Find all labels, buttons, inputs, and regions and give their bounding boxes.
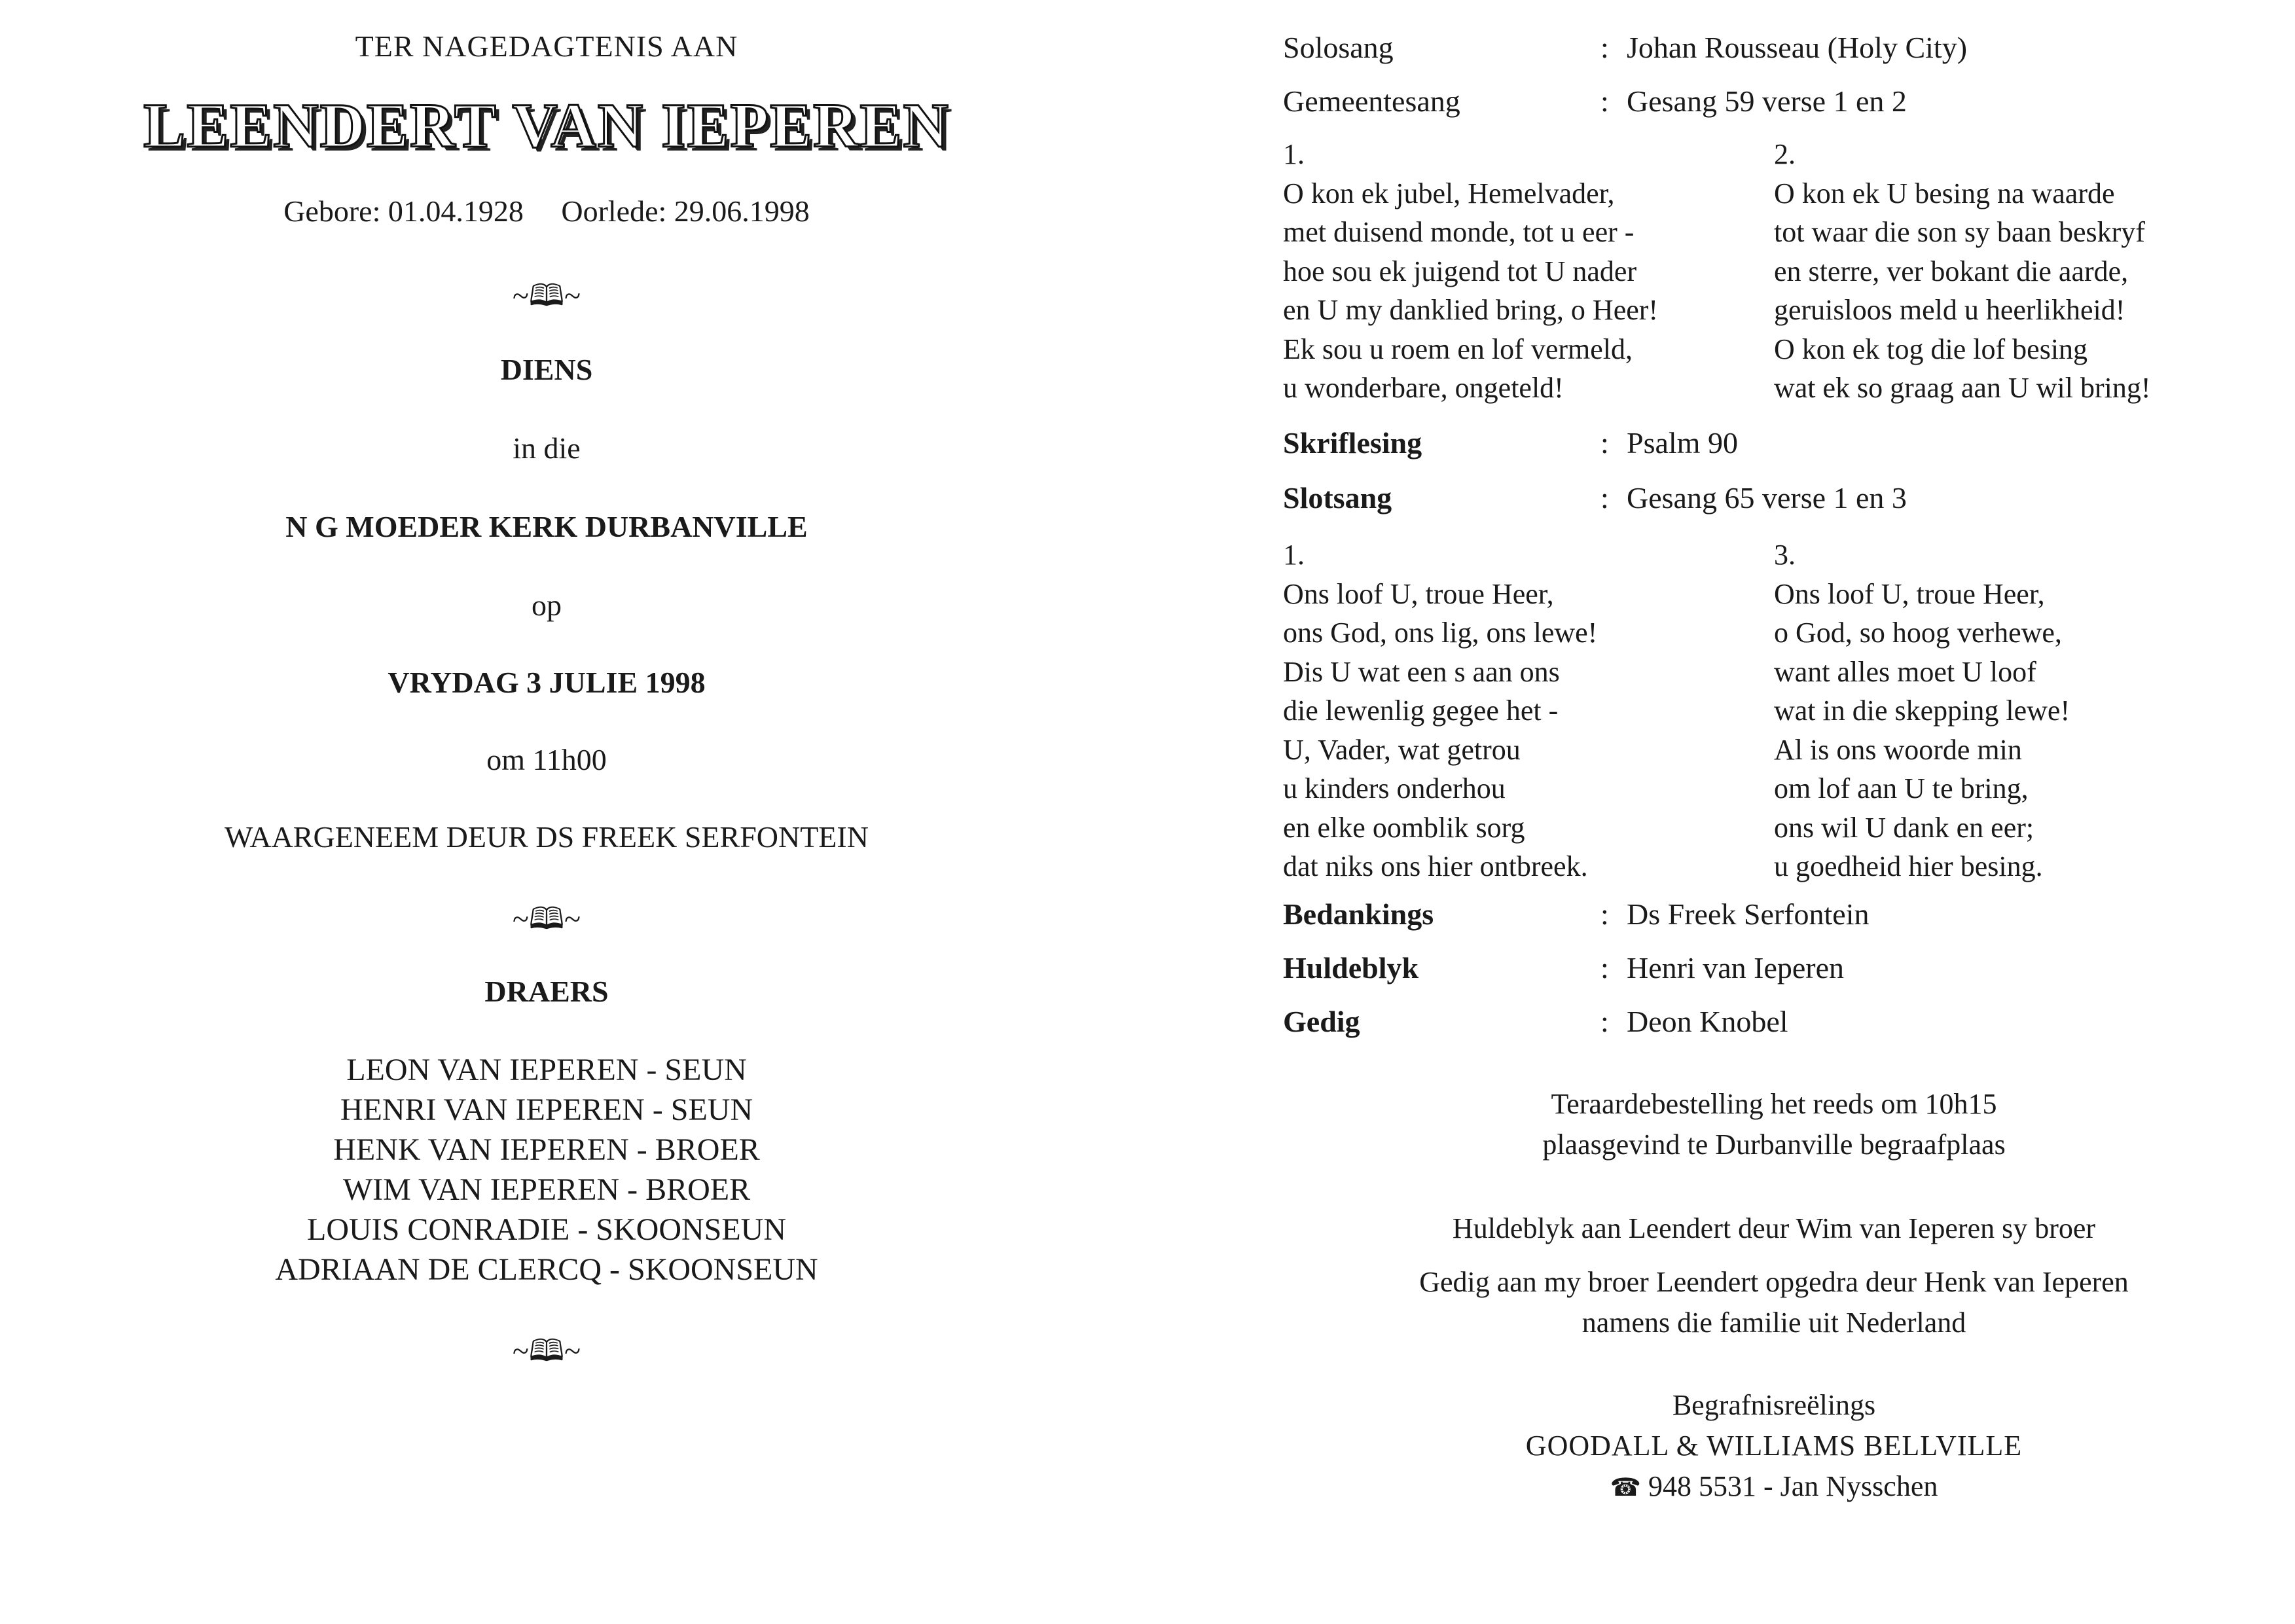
burial-line: plaasgevind te Durbanville begraafplaas: [1542, 1128, 2006, 1161]
died-date: 29.06.1998: [674, 194, 810, 228]
row-colon: :: [1600, 84, 1609, 118]
verse-number: 1.: [1283, 138, 1305, 170]
bearer-item: HENK VAN IEPEREN - BROER: [333, 1132, 760, 1167]
row-label: Solosang: [1283, 31, 1394, 64]
in-die-text: in die: [513, 431, 581, 465]
verse-number: 2.: [1774, 138, 1796, 170]
verse-line: U, Vader, wat getrou: [1283, 733, 1521, 766]
hymn1-verse1: [1283, 135, 1658, 408]
book-ornament-icon: ~🕮~: [512, 902, 581, 935]
poem-note: [1283, 1262, 2265, 1343]
undertaker-name: GOODALL & WILLIAMS BELLVILLE: [1525, 1430, 2023, 1462]
row-value: Ds Freek Serfontein: [1627, 897, 1870, 931]
right-page: [1283, 0, 2265, 1624]
row-label: Slotsang: [1283, 481, 1392, 514]
bearers-title: DRAERS: [484, 975, 609, 1008]
verse-line: want alles moet U loof: [1774, 655, 2036, 688]
died-label: Oorlede:: [561, 194, 667, 228]
verse-number: 1.: [1283, 539, 1305, 571]
verse-line: wat ek so graag aan U wil bring!: [1774, 372, 2151, 404]
row-colon: :: [1600, 31, 1609, 64]
church-name: N G MOEDER KERK DURBANVILLE: [285, 510, 808, 543]
verse-line: o God, so hoog verhewe,: [1774, 617, 2062, 649]
verse-line: u kinders onderhou: [1283, 772, 1506, 804]
row-label: Gemeentesang: [1283, 84, 1460, 118]
bearer-item: WIM VAN IEPEREN - BROER: [342, 1172, 751, 1207]
burial-note: [1283, 1084, 2265, 1165]
born-label: Gebore:: [283, 194, 381, 228]
verse-line: met duisend monde, tot u eer -: [1283, 216, 1635, 248]
row-colon: :: [1600, 897, 1609, 931]
poem-line: Gedig aan my broer Leendert opgedra deur Henk van Ieperen: [1419, 1266, 2129, 1298]
bearer-item: LEON VAN IEPEREN - SEUN: [346, 1053, 747, 1087]
row-label: Gedig: [1283, 1005, 1360, 1038]
born-date: 01.04.1928: [388, 194, 524, 228]
verse-line: Al is ons woorde min: [1774, 733, 2022, 766]
funeral-arrangements: [1283, 1385, 2265, 1507]
op-text: op: [532, 588, 562, 622]
tribute-note: Huldeblyk aan Leendert deur Wim van Ieperen sy broer: [1452, 1212, 2096, 1244]
verse-number: 3.: [1774, 539, 1796, 571]
row-value: Psalm 90: [1627, 426, 1738, 460]
row-colon: :: [1600, 951, 1609, 984]
verse-line: geruisloos meld u heerlikheid!: [1774, 294, 2125, 326]
verse-line: ons wil U dank en eer;: [1774, 811, 2034, 844]
verse-line: hoe sou ek juigend tot U nader: [1283, 255, 1637, 287]
hymn2-verse3: [1774, 535, 2070, 886]
poem-line: namens die familie uit Nederland: [1581, 1307, 1966, 1339]
arrangements-label: Begrafnisreëlings: [1672, 1389, 1876, 1421]
row-label: Bedankings: [1283, 897, 1434, 931]
bearer-item: HENRI VAN IEPEREN - SEUN: [340, 1092, 753, 1127]
row-value: Johan Rousseau (Holy City): [1627, 31, 1968, 64]
verse-line: Ons loof U, troue Heer,: [1283, 577, 1554, 610]
verse-line: ons God, ons lig, ons lewe!: [1283, 617, 1598, 649]
bearer-item: LOUIS CONRADIE - SKOONSEUN: [307, 1212, 786, 1247]
row-colon: :: [1600, 481, 1609, 514]
verse-line: om lof aan U te bring,: [1774, 772, 2029, 804]
verse-line: tot waar die son sy baan beskryf: [1774, 216, 2145, 248]
service-time: om 11h00: [486, 743, 607, 776]
row-value: Deon Knobel: [1627, 1005, 1788, 1038]
row-colon: :: [1600, 1005, 1609, 1038]
service-date: VRYDAG 3 JULIE 1998: [388, 666, 706, 699]
row-label: Huldeblyk: [1283, 951, 1419, 984]
service-label: DIENS: [500, 353, 593, 386]
verse-line: en elke oomblik sorg: [1283, 811, 1525, 844]
left-page: [0, 0, 1093, 1624]
row-label: Skriflesing: [1283, 426, 1422, 460]
verse-line: u wonderbare, ongeteld!: [1283, 372, 1564, 404]
row-value: Gesang 65 verse 1 en 3: [1627, 481, 1907, 514]
verse-line: Ons loof U, troue Heer,: [1774, 577, 2045, 610]
hymn1-verse2: [1774, 135, 2150, 408]
verse-line: dat niks ons hier ontbreek.: [1283, 850, 1588, 882]
row-colon: :: [1600, 426, 1609, 460]
verse-line: Dis U wat een s aan ons: [1283, 655, 1560, 688]
deceased-name: LEENDERT VAN IEPEREN: [143, 90, 950, 160]
verse-line: die lewenlig gegee het -: [1283, 695, 1559, 727]
bearers-list: [0, 1050, 1093, 1290]
book-ornament-icon: ~🕮~: [512, 279, 581, 312]
row-value: Gesang 59 verse 1 en 2: [1627, 84, 1907, 118]
memorial-heading: TER NAGEDAGTENIS AAN: [355, 29, 738, 63]
book-ornament-icon: ~🕮~: [512, 1334, 581, 1367]
telephone-icon: ☎: [1610, 1473, 1641, 1502]
life-dates: [0, 194, 1093, 228]
verse-line: wat in die skepping lewe!: [1774, 695, 2070, 727]
row-value: Henri van Ieperen: [1627, 951, 1845, 984]
verse-line: Ek sou u roem en lof vermeld,: [1283, 333, 1633, 365]
burial-line: Teraardebestelling het reeds om 10h15: [1551, 1088, 1997, 1120]
phone-number: 948 5531 - Jan Nysschen: [1648, 1470, 1938, 1502]
verse-line: en U my danklied bring, o Heer!: [1283, 294, 1659, 326]
verse-line: O kon ek jubel, Hemelvader,: [1283, 177, 1615, 209]
verse-line: u goedheid hier besing.: [1774, 850, 2043, 882]
verse-line: en sterre, ver bokant die aarde,: [1774, 255, 2129, 287]
bearer-item: ADRIAAN DE CLERCQ - SKOONSEUN: [275, 1252, 818, 1287]
verse-line: O kon ek tog die lof besing: [1774, 333, 2088, 365]
officiant: WAARGENEEM DEUR DS FREEK SERFONTEIN: [225, 820, 869, 854]
hymn2-verse1: [1283, 535, 1597, 886]
phone-line: [1283, 1466, 2265, 1507]
verse-line: O kon ek U besing na waarde: [1774, 177, 2115, 209]
